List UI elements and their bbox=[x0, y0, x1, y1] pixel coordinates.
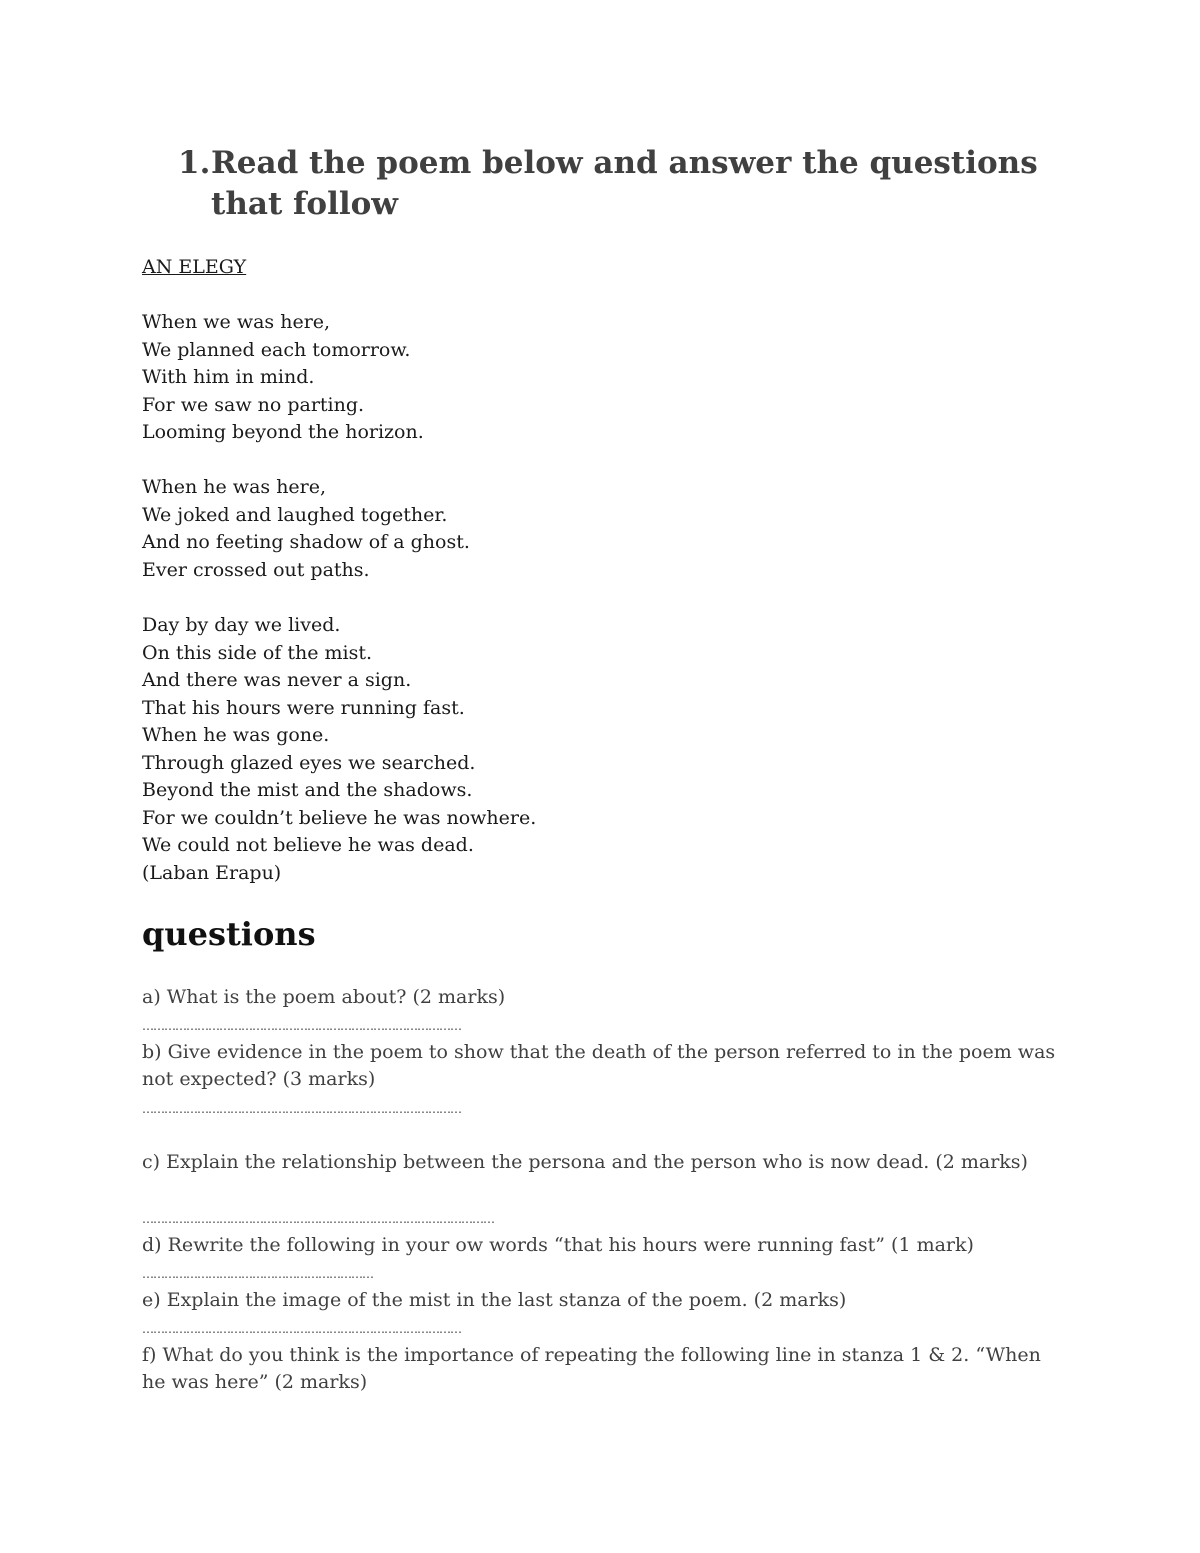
poem-line: We planned each tomorrow. bbox=[142, 338, 411, 361]
poem-line: And no feeting shadow of a ghost. bbox=[142, 531, 470, 553]
question-d: d) Rewrite the following in your ow words “that his hours were running fast” (1 mark) bbox=[142, 1234, 974, 1256]
poem-title: AN ELEGY bbox=[142, 256, 247, 278]
poem-line: And there was never a sign. bbox=[142, 669, 412, 691]
poem-line: Ever crossed out paths. bbox=[142, 558, 370, 581]
poem-line: With him in mind. bbox=[142, 366, 315, 388]
question-c: c) Explain the relationship between the persona and the person who is now dead. (2 marks) bbox=[142, 1151, 1028, 1173]
poem-line: When he was gone. bbox=[142, 724, 330, 746]
poem-line: We could not believe he was dead. bbox=[142, 834, 474, 856]
poem-stanza-2 bbox=[142, 474, 470, 584]
answer-line-e: …………………………………………………………………………… bbox=[142, 1322, 461, 1336]
poem-line: When we was here, bbox=[142, 311, 331, 333]
poem-line: For we couldn’t believe he was nowhere. bbox=[142, 806, 537, 829]
poem-line: That his hours were running fast. bbox=[142, 696, 465, 719]
poem-line: When he was here, bbox=[142, 476, 327, 498]
questions-title: questions bbox=[142, 915, 316, 953]
poem-line: Day by day we lived. bbox=[142, 614, 341, 636]
poem-line: Beyond the mist and the shadows. bbox=[142, 779, 473, 801]
answer-line-c: …………………………………………………………………………………… bbox=[142, 1212, 494, 1226]
poem-line: We joked and laughed together. bbox=[142, 503, 448, 526]
question-heading bbox=[178, 143, 1078, 225]
poem-author: (Laban Erapu) bbox=[142, 861, 282, 884]
question-b: b) Give evidence in the poem to show that the death of the person referred to in the poem was not expected? (3 marks) bbox=[142, 1041, 1056, 1090]
question-f: f) What do you think is the importance of repeating the following line in stanza 1 & 2. “When he was here” (2 marks) bbox=[142, 1344, 1041, 1393]
poem-line: For we saw no parting. bbox=[142, 393, 365, 416]
question-e: e) Explain the image of the mist in the last stanza of the poem. (2 marks) bbox=[142, 1289, 847, 1311]
heading-text: Read the poem below and answer the questions that follow bbox=[211, 145, 1038, 222]
poem-line: Through glazed eyes we searched. bbox=[142, 751, 476, 774]
poem-stanza-1 bbox=[142, 309, 424, 447]
heading-number: 1. bbox=[178, 145, 211, 181]
answer-line-a: …………………………………………………………………………… bbox=[142, 1019, 461, 1033]
poem-line: Looming beyond the horizon. bbox=[142, 421, 424, 443]
answer-line-b: …………………………………………………………………………… bbox=[142, 1102, 461, 1116]
answer-line-d: ……………………………………………………… bbox=[142, 1267, 373, 1281]
poem-line: On this side of the mist. bbox=[142, 641, 373, 664]
question-a: a) What is the poem about? (2 marks) bbox=[142, 986, 506, 1008]
poem-stanza-3 bbox=[142, 612, 536, 887]
